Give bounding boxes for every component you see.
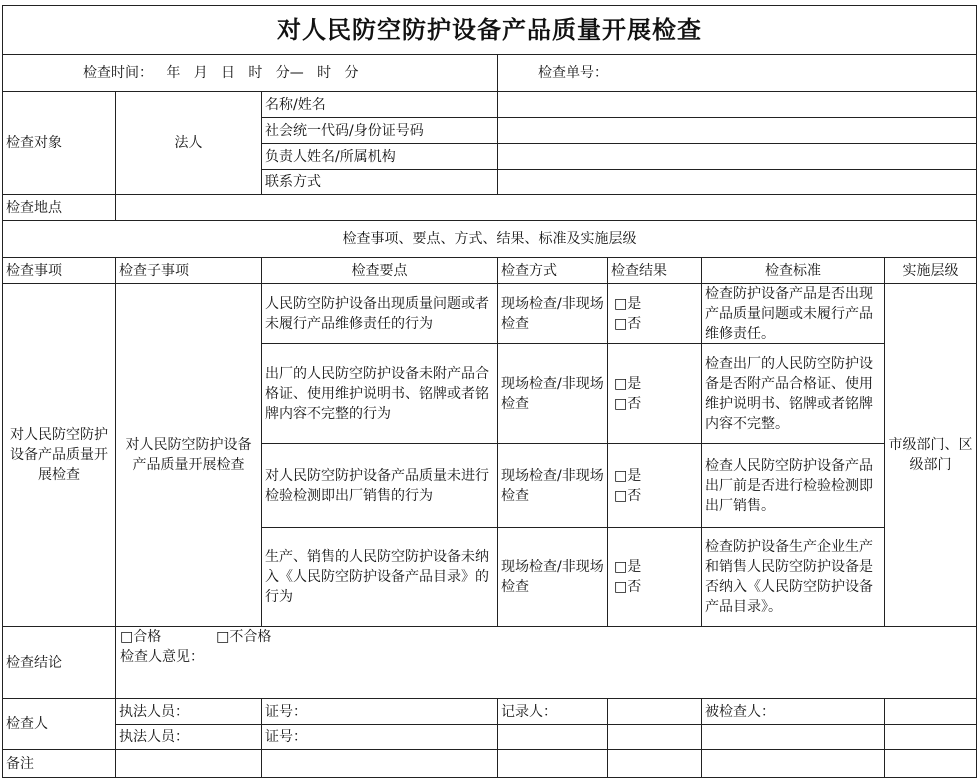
- pass-checkbox[interactable]: □合格: [120, 629, 162, 645]
- target-contact-value[interactable]: [497, 169, 977, 195]
- check-method-text: 现场检查/非现场检查: [501, 467, 604, 504]
- check-method: [497, 343, 608, 444]
- remarks-cell[interactable]: [115, 749, 262, 778]
- check-method: [497, 443, 608, 528]
- cert-label-1: 证号：: [261, 698, 498, 725]
- empty-cell[interactable]: [607, 724, 702, 750]
- remarks-cell[interactable]: [497, 749, 608, 778]
- check-point: [261, 443, 498, 528]
- check-point-text: 对人民防空防护设备产品质量未进行检验检测即出厂销售的行为: [265, 467, 489, 504]
- inspection-location-value[interactable]: [115, 194, 977, 221]
- recorder-label: 记录人：: [497, 698, 608, 725]
- check-point: [261, 343, 498, 444]
- col-header-point: 检查要点: [261, 257, 498, 284]
- cert-label-2: 证号：: [261, 724, 498, 750]
- result-yes-checkbox[interactable]: □是: [614, 559, 642, 575]
- remarks-cell[interactable]: [884, 749, 977, 778]
- target-field-credit-code: 社会统一代码/身份证号码: [261, 117, 498, 144]
- check-result: [607, 343, 702, 444]
- check-standard-text: 检查防护设备产品是否出现产品质量问题或未履行产品维修责任。: [705, 285, 873, 342]
- officer-label-2: 执法人员：: [115, 724, 262, 750]
- check-method-text: 现场检查/非现场检查: [501, 559, 604, 595]
- target-field-name: 名称/姓名: [261, 91, 498, 118]
- result-no-checkbox[interactable]: □否: [614, 487, 642, 504]
- page-title: 对人民防空防护设备产品质量开展检查: [2, 5, 977, 55]
- target-type: 法人: [115, 91, 262, 195]
- result-no-checkbox[interactable]: □否: [614, 315, 642, 332]
- conclusion-area[interactable]: [115, 626, 977, 699]
- col-header-standard: 检查标准: [701, 257, 885, 284]
- check-standard: [701, 527, 885, 627]
- conclusion-label: 检查结论: [2, 626, 116, 699]
- check-result: [607, 527, 702, 627]
- inspectee-value[interactable]: [884, 698, 977, 725]
- col-header-sub-item: 检查子事项: [115, 257, 262, 284]
- inspection-item: 对人民防空防护设备产品质量开展检查: [2, 283, 116, 627]
- check-point: [261, 283, 498, 344]
- check-point-text: 生产、销售的人民防空防护设备未纳入《人民防空防护设备产品目录》的行为: [265, 549, 489, 605]
- remarks-cell[interactable]: [701, 749, 885, 778]
- inspection-sub-item: 对人民防空防护设备产品质量开展检查: [115, 283, 262, 627]
- target-field-contact: 联系方式: [261, 169, 498, 195]
- check-standard-text: 检查出厂的人民防空防护设备是否附产品合格证、使用维护说明书、铭牌或者铭牌内容不完整。: [705, 355, 873, 432]
- inspector-label: 检查人: [2, 698, 116, 750]
- section-title: 检查事项、要点、方式、结果、标准及实施层级: [2, 220, 977, 258]
- inspection-target-label: 检查对象: [2, 91, 116, 195]
- check-standard-text: 检查人民防空防护设备产品出厂前是否进行检验检测即出厂销售。: [705, 457, 873, 514]
- target-credit-code-value[interactable]: [497, 117, 977, 144]
- check-method-text: 现场检查/非现场检查: [501, 295, 604, 332]
- inspection-number-label: 检查单号：: [497, 54, 977, 92]
- check-result: [607, 283, 702, 344]
- inspection-time-label: 检查时间： 年 月 日 时 分— 时 分: [2, 54, 498, 92]
- check-standard: [701, 343, 885, 444]
- remarks-cell[interactable]: [607, 749, 702, 778]
- result-no-checkbox[interactable]: □否: [614, 395, 642, 412]
- target-field-responsible-person: 负责人姓名/所属机构: [261, 143, 498, 170]
- remarks-label: 备注: [2, 749, 116, 778]
- check-standard-text: 检查防护设备生产企业生产和销售人民防空防护设备是否纳入《人民防空防护设备产品目录》。: [705, 539, 873, 615]
- check-point: [261, 527, 498, 627]
- empty-cell[interactable]: [701, 724, 885, 750]
- recorder-value[interactable]: [607, 698, 702, 725]
- col-header-item: 检查事项: [2, 257, 116, 284]
- check-standard: [701, 443, 885, 528]
- inspector-opinion-label: 检查人意见：: [120, 649, 204, 665]
- check-point-text: 人民防空防护设备出现质量问题或者未履行产品维修责任的行为: [265, 295, 489, 332]
- target-name-value[interactable]: [497, 91, 977, 118]
- result-yes-checkbox[interactable]: □是: [614, 295, 642, 312]
- empty-cell[interactable]: [497, 724, 608, 750]
- col-header-level: 实施层级: [884, 257, 977, 284]
- check-method: [497, 283, 608, 344]
- result-no-checkbox[interactable]: □否: [614, 579, 642, 595]
- officer-label-1: 执法人员：: [115, 698, 262, 725]
- check-method: [497, 527, 608, 627]
- result-yes-checkbox[interactable]: □是: [614, 467, 642, 484]
- fail-checkbox[interactable]: □不合格: [216, 629, 272, 645]
- result-yes-checkbox[interactable]: □是: [614, 375, 642, 392]
- check-point-text: 出厂的人民防空防护设备未附产品合格证、使用维护说明书、铭牌或者铭牌内容不完整的行为: [265, 365, 489, 422]
- implementation-level: 市级部门、区级部门: [884, 283, 977, 627]
- empty-cell[interactable]: [884, 724, 977, 750]
- col-header-method: 检查方式: [497, 257, 608, 284]
- check-result: [607, 443, 702, 528]
- target-responsible-person-value[interactable]: [497, 143, 977, 170]
- inspectee-label: 被检查人：: [701, 698, 885, 725]
- check-standard: [701, 283, 885, 344]
- col-header-result: 检查结果: [607, 257, 702, 284]
- check-method-text: 现场检查/非现场检查: [501, 375, 604, 412]
- inspection-location-label: 检查地点: [2, 194, 116, 221]
- remarks-cell[interactable]: [261, 749, 498, 778]
- inspection-form: [2, 5, 977, 778]
